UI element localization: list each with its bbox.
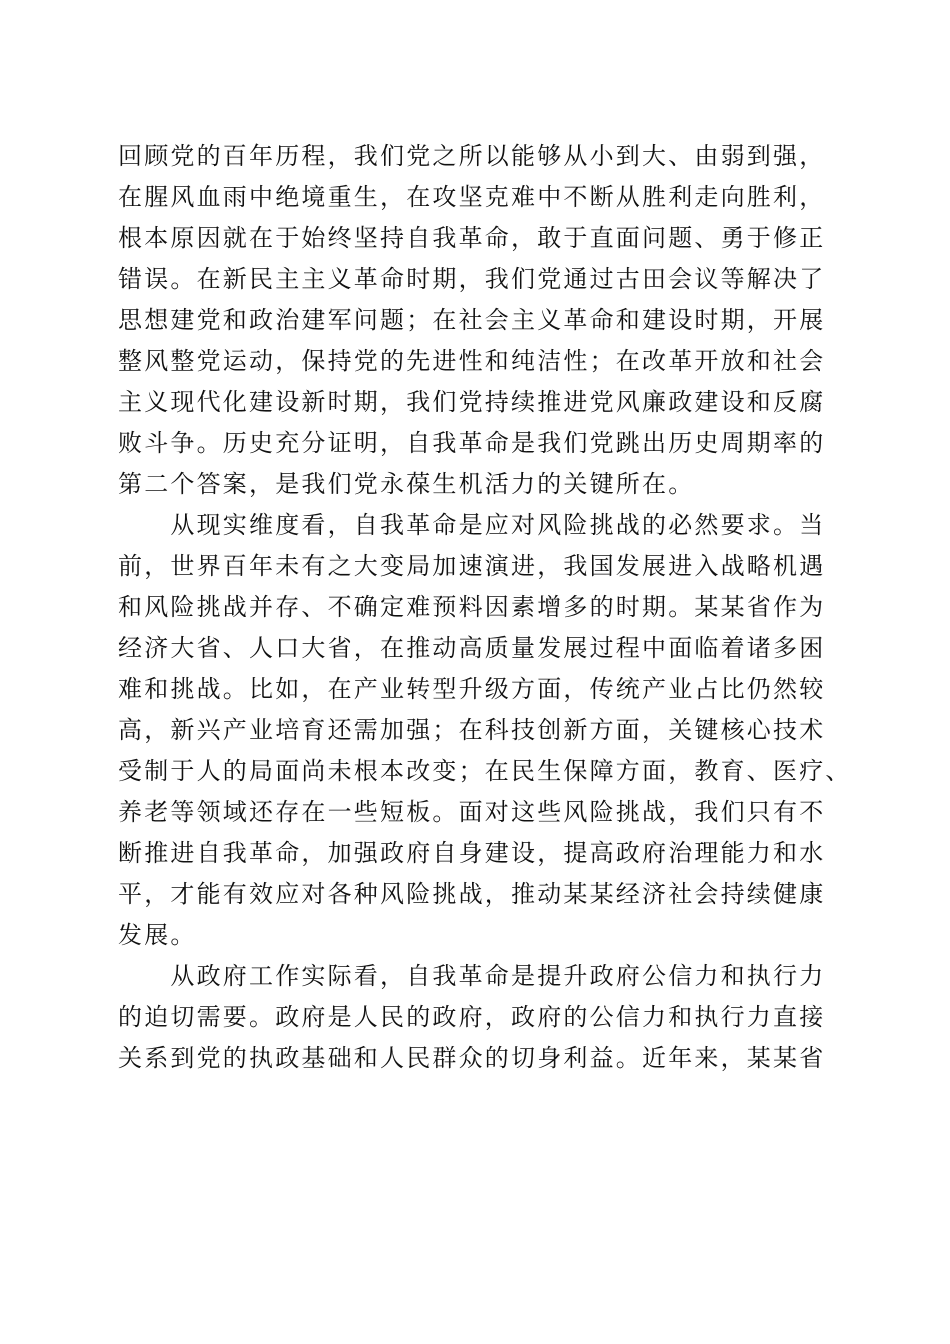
text-line: 经济大省、人口大省，在推动高质量发展过程中面临着诸多困 bbox=[118, 634, 826, 662]
document-body bbox=[118, 136, 852, 1079]
text-line: 根本原因就在于始终坚持自我革命，敢于直面问题、勇于修正 bbox=[118, 224, 826, 252]
text-line: 从现实维度看，自我革命是应对风险挑战的必然要求。当 bbox=[118, 511, 826, 539]
text-line: 发展。 bbox=[118, 921, 197, 949]
text-line: 断推进自我革命，加强政府自身建设，提高政府治理能力和水 bbox=[118, 839, 826, 867]
text-line: 败斗争。历史充分证明，自我革命是我们党跳出历史周期率的 bbox=[118, 429, 826, 457]
text-line: 平，才能有效应对各种风险挑战，推动某某经济社会持续健康 bbox=[118, 880, 826, 908]
text-line: 错误。在新民主主义革命时期，我们党通过古田会议等解决了 bbox=[118, 265, 826, 293]
text-line: 从政府工作实际看，自我革命是提升政府公信力和执行力 bbox=[118, 962, 826, 990]
text-line: 前，世界百年未有之大变局加速演进，我国发展进入战略机遇 bbox=[118, 552, 826, 580]
text-line: 受制于人的局面尚未根本改变；在民生保障方面，教育、医疗、 bbox=[118, 757, 852, 785]
text-line: 回顾党的百年历程，我们党之所以能够从小到大、由弱到强， bbox=[118, 142, 826, 170]
text-line: 第二个答案，是我们党永葆生机活力的关键所在。 bbox=[118, 470, 695, 498]
text-line: 的迫切需要。政府是人民的政府，政府的公信力和执行力直接 bbox=[118, 1003, 826, 1031]
text-line: 主义现代化建设新时期，我们党持续推进党风廉政建设和反腐 bbox=[118, 388, 826, 416]
text-line: 思想建党和政治建军问题；在社会主义革命和建设时期，开展 bbox=[118, 306, 826, 334]
text-line: 在腥风血雨中绝境重生，在攻坚克难中不断从胜利走向胜利， bbox=[118, 183, 826, 211]
text-line: 关系到党的执政基础和人民群众的切身利益。近年来，某某省 bbox=[118, 1044, 826, 1072]
text-line: 整风整党运动，保持党的先进性和纯洁性；在改革开放和社会 bbox=[118, 347, 826, 375]
text-line: 和风险挑战并存、不确定难预料因素增多的时期。某某省作为 bbox=[118, 593, 826, 621]
text-line: 难和挑战。比如，在产业转型升级方面，传统产业占比仍然较 bbox=[118, 675, 826, 703]
text-line: 高，新兴产业培育还需加强；在科技创新方面，关键核心技术 bbox=[118, 716, 826, 744]
text-line: 养老等领域还存在一些短板。面对这些风险挑战，我们只有不 bbox=[118, 798, 826, 826]
